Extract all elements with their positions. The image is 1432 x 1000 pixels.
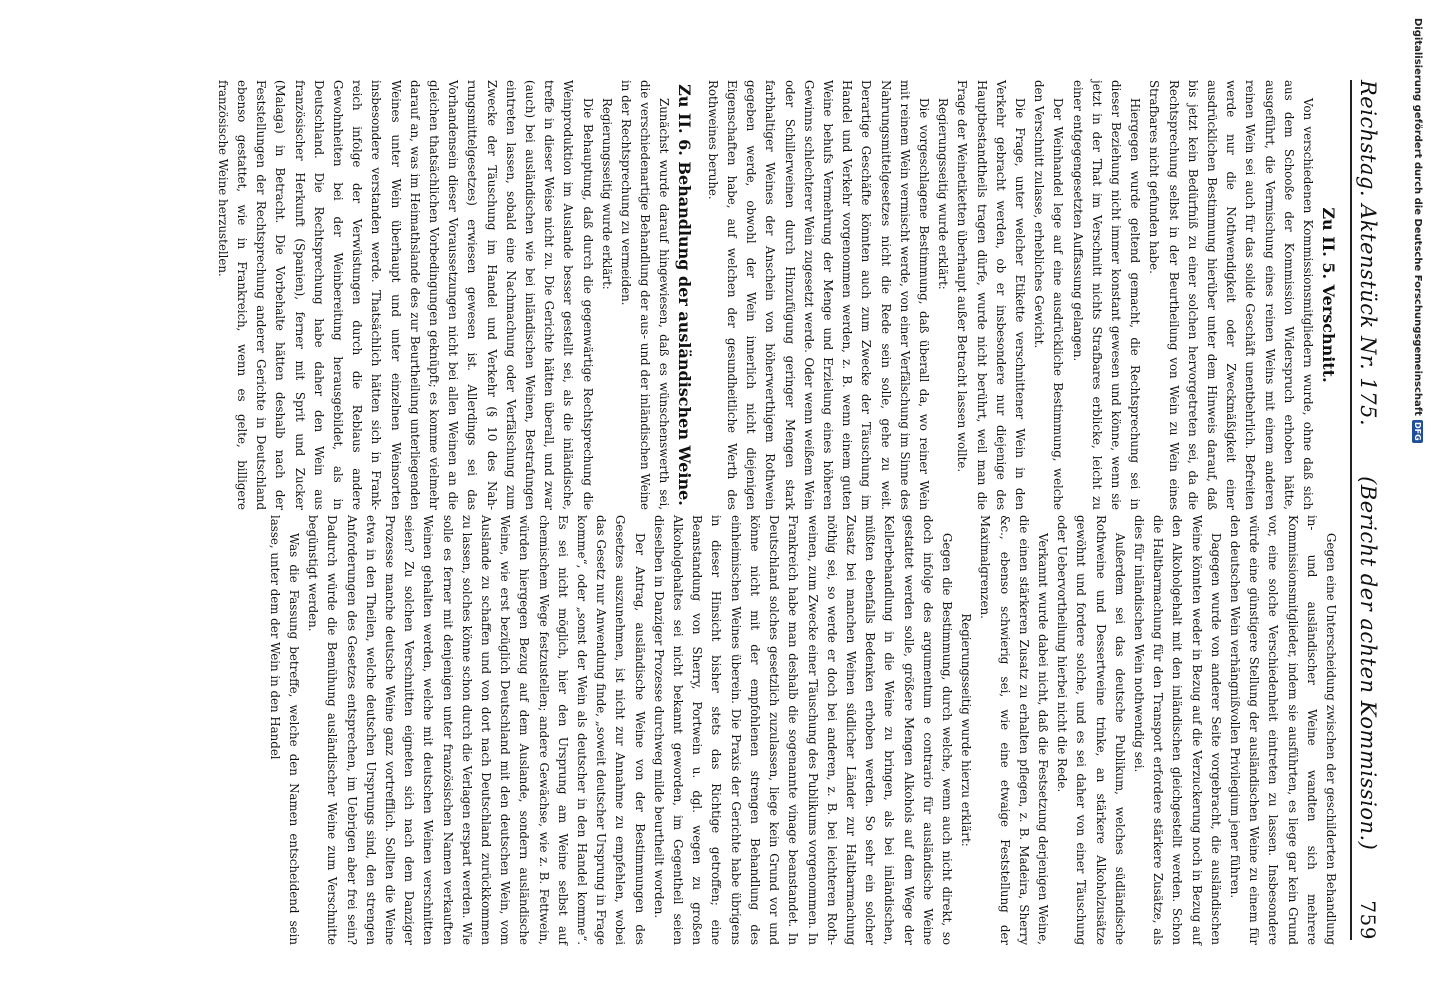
header-rule — [1350, 80, 1352, 940]
section-6-heading — [674, 80, 697, 510]
section-5-title: Verschnitt. — [1319, 284, 1338, 383]
section-5-heading — [1317, 80, 1340, 510]
section-5-prefix: Zu II. 5. — [1319, 207, 1338, 280]
paragraph: Gegen eine Unterscheidung zwischen der geschilderten Behandlung in- und ausländischer Weine wandten sich mehrere Kommissionsmitglieder, indem sie ausführten, es liege gar kein Grund vor, eine solche Verschiedenheit eintreten zu lassen. Insbesondere würde eine günstigere Stellung der ausländischen Weine zu einem für den deutschen Wein verhängnißvollen Privilegium jener führen. — [1227, 515, 1338, 945]
section-6-title: Behandlung der ausländischen Weine. — [675, 161, 695, 506]
page-number: 759 — [1356, 900, 1380, 940]
paragraph-heading: Regierungsseitig wurde hierzu erklärt: — [959, 613, 974, 847]
paragraph: Von verschiedenen Kommissionsmitgliedern wurde, ohne daß sich aus dem Schooße der Kommission Widerspruch erhoben hätte, ausgeführt, die Vermischung eines reinen Weins mit einem anderen reinen Wein sei auch für das solide Geschäft unentbehrlich. Befreiten werde nur die Nothwendigkeit oder Zweckmäßigkeit einer ausdrücklichen Bestimmung hierüber unter dem Hinweis darauf, daß bis jetzt kein Bedürfniß zu einer solchen hervorgetreten sei, da die Rechtsprechung selbst in der Beurtheilung von Wein zu Wein eines Strafbares nicht gefunden habe. — [1147, 80, 1315, 510]
header-left: Reichstag. Aktenstück Nr. 175. — [1356, 80, 1380, 427]
paragraph: Die vorgeschlagene Bestimmung, daß überall da, wo reiner Wein mit reinem Wein vermischt werde, von einer Verfälschung im Sinne des Nahrungsmittelgesetzes nicht die Rede sein solle, gehe zu weit. Derartige Geschäfte könnten auch zum Zwecke der Täuschung im Handel und Verkehr vorgenommen werden, z. B. wenn einem guten Weine behufs Vermehrung der Menge und Erzielung eines höheren Gewinns schlechterer Wein zugesetzt werde. Oder wenn weißem Wein oder Schillerweinen durch Hinzufügung geringer Mengen stark farbhaltiger Weines der Anschein von höherwerthigem Rothwein gegeben werde, obwohl der Wein innerlich nicht diejenigen Eigenschaften habe, auf welchen der gesundheitliche Werth des Rothweines beruhe. — [705, 80, 931, 510]
right-column — [265, 515, 1340, 945]
document-page — [80, 40, 1400, 960]
attribution-text: Digitalisierung gefördert durch die Deutsche Forschungsgemeinschaft — [1412, 18, 1423, 416]
paragraph: Außerdem sei das deutsche Publikum, welches südländische Rothweine und Dessertweine trinke, an stärkere Alkoholzusätze gewöhnt und fordere solche, und es sei daher von einer Täuschung oder Uebervortheilung hierbei nicht die Rede. — [1055, 515, 1127, 945]
dfg-logo: DFG — [1413, 421, 1422, 441]
paragraph: Die Behauptung, daß durch die gegenwärtige Rechtsprechung die Weinproduktion im Auslande besser gestellt sei, als die inländische, treffe in dieser Weise nicht zu. Die Gerichte hätten überall, und zwar (auch) bei ausländischen wie bei inländischen Weinen, Bestrafungen eintreten lassen, sobald eine Nachmachung oder Verfälschung zum Zwecke der Täuschung im Handel und Verkehr (§ 10 des Nahrungsmittelgesetzes) erwiesen gewesen ist. Allerdings sei das Vorhandensein dieser Voraussetzungen nicht bei allen Weinen an die gleichen thatsächlichen Vorbedingungen geknüpft; es komme vielmehr darauf an, was im Heimathslande des zur Beurtheilung unterliegenden Weines unter Wein überhaupt und unter einzelnen Weinsorten insbesondere verstanden werde. Thatsächlich hätten sich in Frankreich infolge der Verwüstungen durch die Reblaus andere Gewohnheiten bei der Weinbereitung herausgebildet, als in Deutschland. Die Rechtsprechung habe daher den Wein aus französischer Herkunft (Spanien), ferner mit Sprit und Zucker (Malaga) in Betracht. Die Vorbehalte hätten deshalb nach der Feststellungen der Rechtsprechung anderer Gerichte in Deutschland ebenso gestattet, wie in Frankreich, wenn es gelte, billigere französische Weine herzustellen. — [215, 80, 595, 510]
paragraph: Hiergegen wurde geltend gemacht, die Rechtsprechung sei in dieser Beziehung nicht immer konstant gewesen und könne, wenn sie jetzt in der That im Verschnitt nichts Strafbares erblicke, leicht zu einer entgegengesetzten Auffassung gelangen. — [1070, 80, 1143, 510]
paragraph: Die Frage, unter welcher Etikette verschnittener Wein in den Verkehr gebracht werden, ob er insbesondere nur diejenige des Hauptbestandtheils tragen dürfe, wurde nicht berührt, weil man die Frage der Weinetiketten überhaupt außer Betracht lassen wollte. — [955, 80, 1027, 510]
left-column — [213, 80, 1340, 510]
paragraph: Dagegen wurde von anderer Seite vorgebracht, die ausländischen Weine könnten weder in Bezug auf die Verzuckerung noch in Bezug auf den Alkoholgehalt mit den inländischen gleichgestellt werden. Schon die Haltbarmachung für den Transport erfordere stärkere Zusätze, als dies für inländischen Wein nothwendig sei. — [1131, 515, 1223, 945]
paragraph: Der Antrag, ausländische Weine von der Bestimmungen des Gesetzes auszunehmen, ist nicht zur Annahme zu empfehlen, wobei das Gesetz nur Anwendung finde, „soweit deutscher Ursprung in Frage komme“, oder „sonst der Wein als deutscher in den Handel komme“. Es sei nicht möglich, hier den Ursprung am Weine selbst auf chemischem Wege festzustellen; andere Gewächse, wie z. B. Fettwein, würden hiergegen Bezug auf dem Auslande, sondern ausländische Weine, wie erst bezüglich Deutschland mit den deutschen Wein, vom Auslande zu schaffen und von dort nach Deutschland zurückkommen zu lassen, solches könne schon durch die Verlagen erspart werden. Wie solle es ferner mit denjenigen unter französischen Namen verkauften Weinen gehalten werden, welche mit deutschen Weinen verschnitten seien? Zu solchen Verschnitten eigneten sich nach dem Danziger Prozesse manche deutsche Weine ganz vortrefflich. Sollten die Weine etwa in den Theilen, welche deutschen Ursprungs sind, den strengen Anforderungen des Gesetzes entsprechen, im Uebrigen aber frei sein? Dadurch würde die Bemühung ausländischer Weine zum Verschnitte begünstigt werden. — [306, 515, 647, 945]
paragraph: Der Weinhandel lege auf eine ausdrückliche Bestimmung, welche den Verschnitt zulasse, erhebliches Gewicht. — [1032, 80, 1066, 510]
attribution-strip — [1412, 18, 1426, 998]
paragraph: Zunächst wurde darauf hingewiesen, daß es wünschenswerth sei, die verschiedenartige Behandlung der aus- und der inländischen Weine in der Rechtsprechung zu vermeiden. — [619, 80, 672, 510]
paragraph: Gegen die Bestimmung, durch welche, wenn auch nicht direkt, so doch infolge des argumentum e contrario für ausländische Weine gestattet werden solle, größere Mengen Alkohols auf dem Wege der Kellerbehandlung in die Weine zu bringen, als bei inländischen, müßten ebenfalls Bedenken erhoben werden. So sehr ein solcher Zusatz bei manchen Weinen südlicher Länder zur Haltbarmachung nöthig sei, so werde er doch bei anderen, z. B. bei leichteren Rothweinen, zum Zwecke einer Täuschung des Publikums vorgenommen. In Frankreich habe man deshalb die sogenannte vinage beanstandet. In Deutschland solches gesetzlich zuzulassen, liege kein Grund vor und könne nicht mit der empfohlenen strengen Behandlung des einheimischen Weines überein. Die Praxis der Gerichte habe übrigens in dieser Hinsicht bisher stets das Richtige getroffen; eine Beanstandung von Sherry, Portwein u. dgl. wegen zu großen Alkoholgehaltes sei nicht bekannt geworden, im Gegentheil seien dieselben in Danziger Prozesse durchweg milde beurtheilt worden. — [651, 515, 954, 945]
paragraph-heading: Regierungsseitig wurde erklärt: — [936, 98, 951, 290]
section-6-prefix: Zu II. 6. — [675, 84, 695, 156]
paragraph: Was die Fassung betreffe, welche den Namen entscheidend sein lasse, unter dem der Wein in den Handel — [267, 515, 302, 945]
paragraph: Verkannt wurde dabei nicht, daß die Festsetzung derjenigen Weine, die einen stärkeren Zusatz zu erhalten pflegen, z. B. Madeira, Sherry &c., ebenso schwierig sei, wie eine etwaige Feststellung der Maximalgrenzen. — [978, 515, 1050, 945]
page-header — [1356, 80, 1390, 940]
header-center: (Bericht der achten Kommission.) — [1356, 476, 1380, 851]
paragraph-heading: Regierungsseitig wurde erklärt: — [599, 98, 614, 290]
